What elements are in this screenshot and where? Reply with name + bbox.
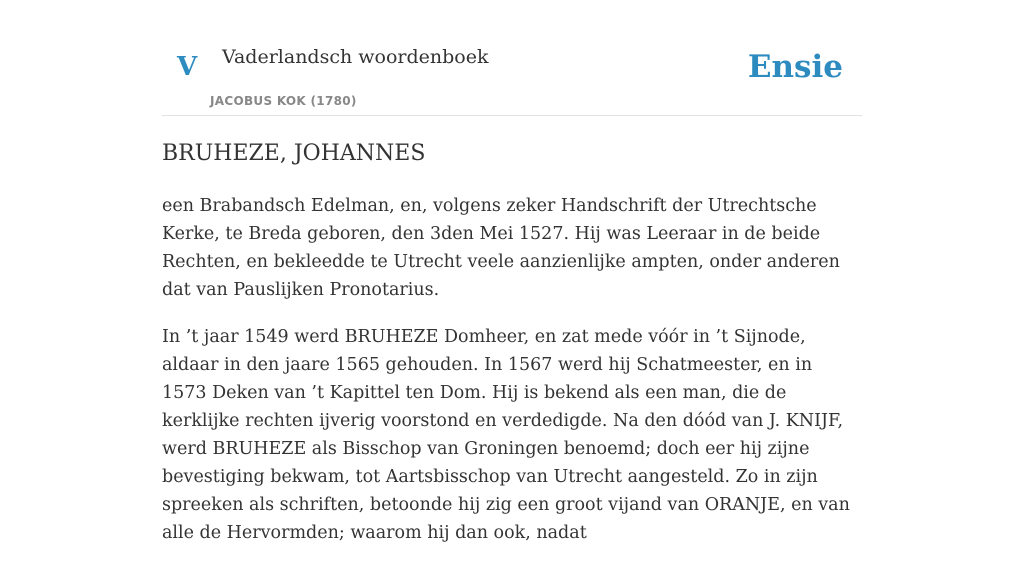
entry-paragraph: een Brabandsch Edelman, en, volgens zeker Handschrift der Utrechtsche Kerke, te Breda geboren, den 3den Mei 1527. Hij was Leeraar in de beide Rechten, en bekleedde te Utrecht veele aanzienlijke ampten, onder anderen dat van Pauslijken Pronotarius.: [162, 196, 840, 300]
ensie-logo-link[interactable]: Ensie: [747, 49, 843, 85]
book-header: [162, 0, 862, 116]
book-title-link[interactable]: Vaderlandsch woordenboek: [222, 46, 489, 68]
entry-title: BRUHEZE, JOHANNES: [162, 141, 426, 166]
entry-body: [162, 192, 862, 566]
page-container: [162, 0, 862, 543]
book-logo-icon[interactable]: V: [177, 52, 198, 82]
book-author: JACOBUS KOK (1780): [210, 94, 357, 108]
entry-paragraph: In ’t jaar 1549 werd BRUHEZE Domheer, en zat mede vóór in ’t Sijnode, aldaar in den jaare 1565 gehouden. In 1567 werd hij Schatmeester, en in 1573 Deken van ’t Kapittel ten Dom. Hij is bekend als een man, die de kerklijke rechten ijverig voorstond en verdedigde. Na den dóód van J. KNIJF, werd BRUHEZE als Bisschop van Groningen benoemd; doch eer hij zijne bevestiging bekwam, tot Aartsbisschop van Utrecht aangesteld. Zo in zijn spreeken als schriften, betoonde hij zig een groot vijand van ORANJE, en van alle de Hervormden; waarom hij dan ook, nadat: [162, 327, 850, 543]
